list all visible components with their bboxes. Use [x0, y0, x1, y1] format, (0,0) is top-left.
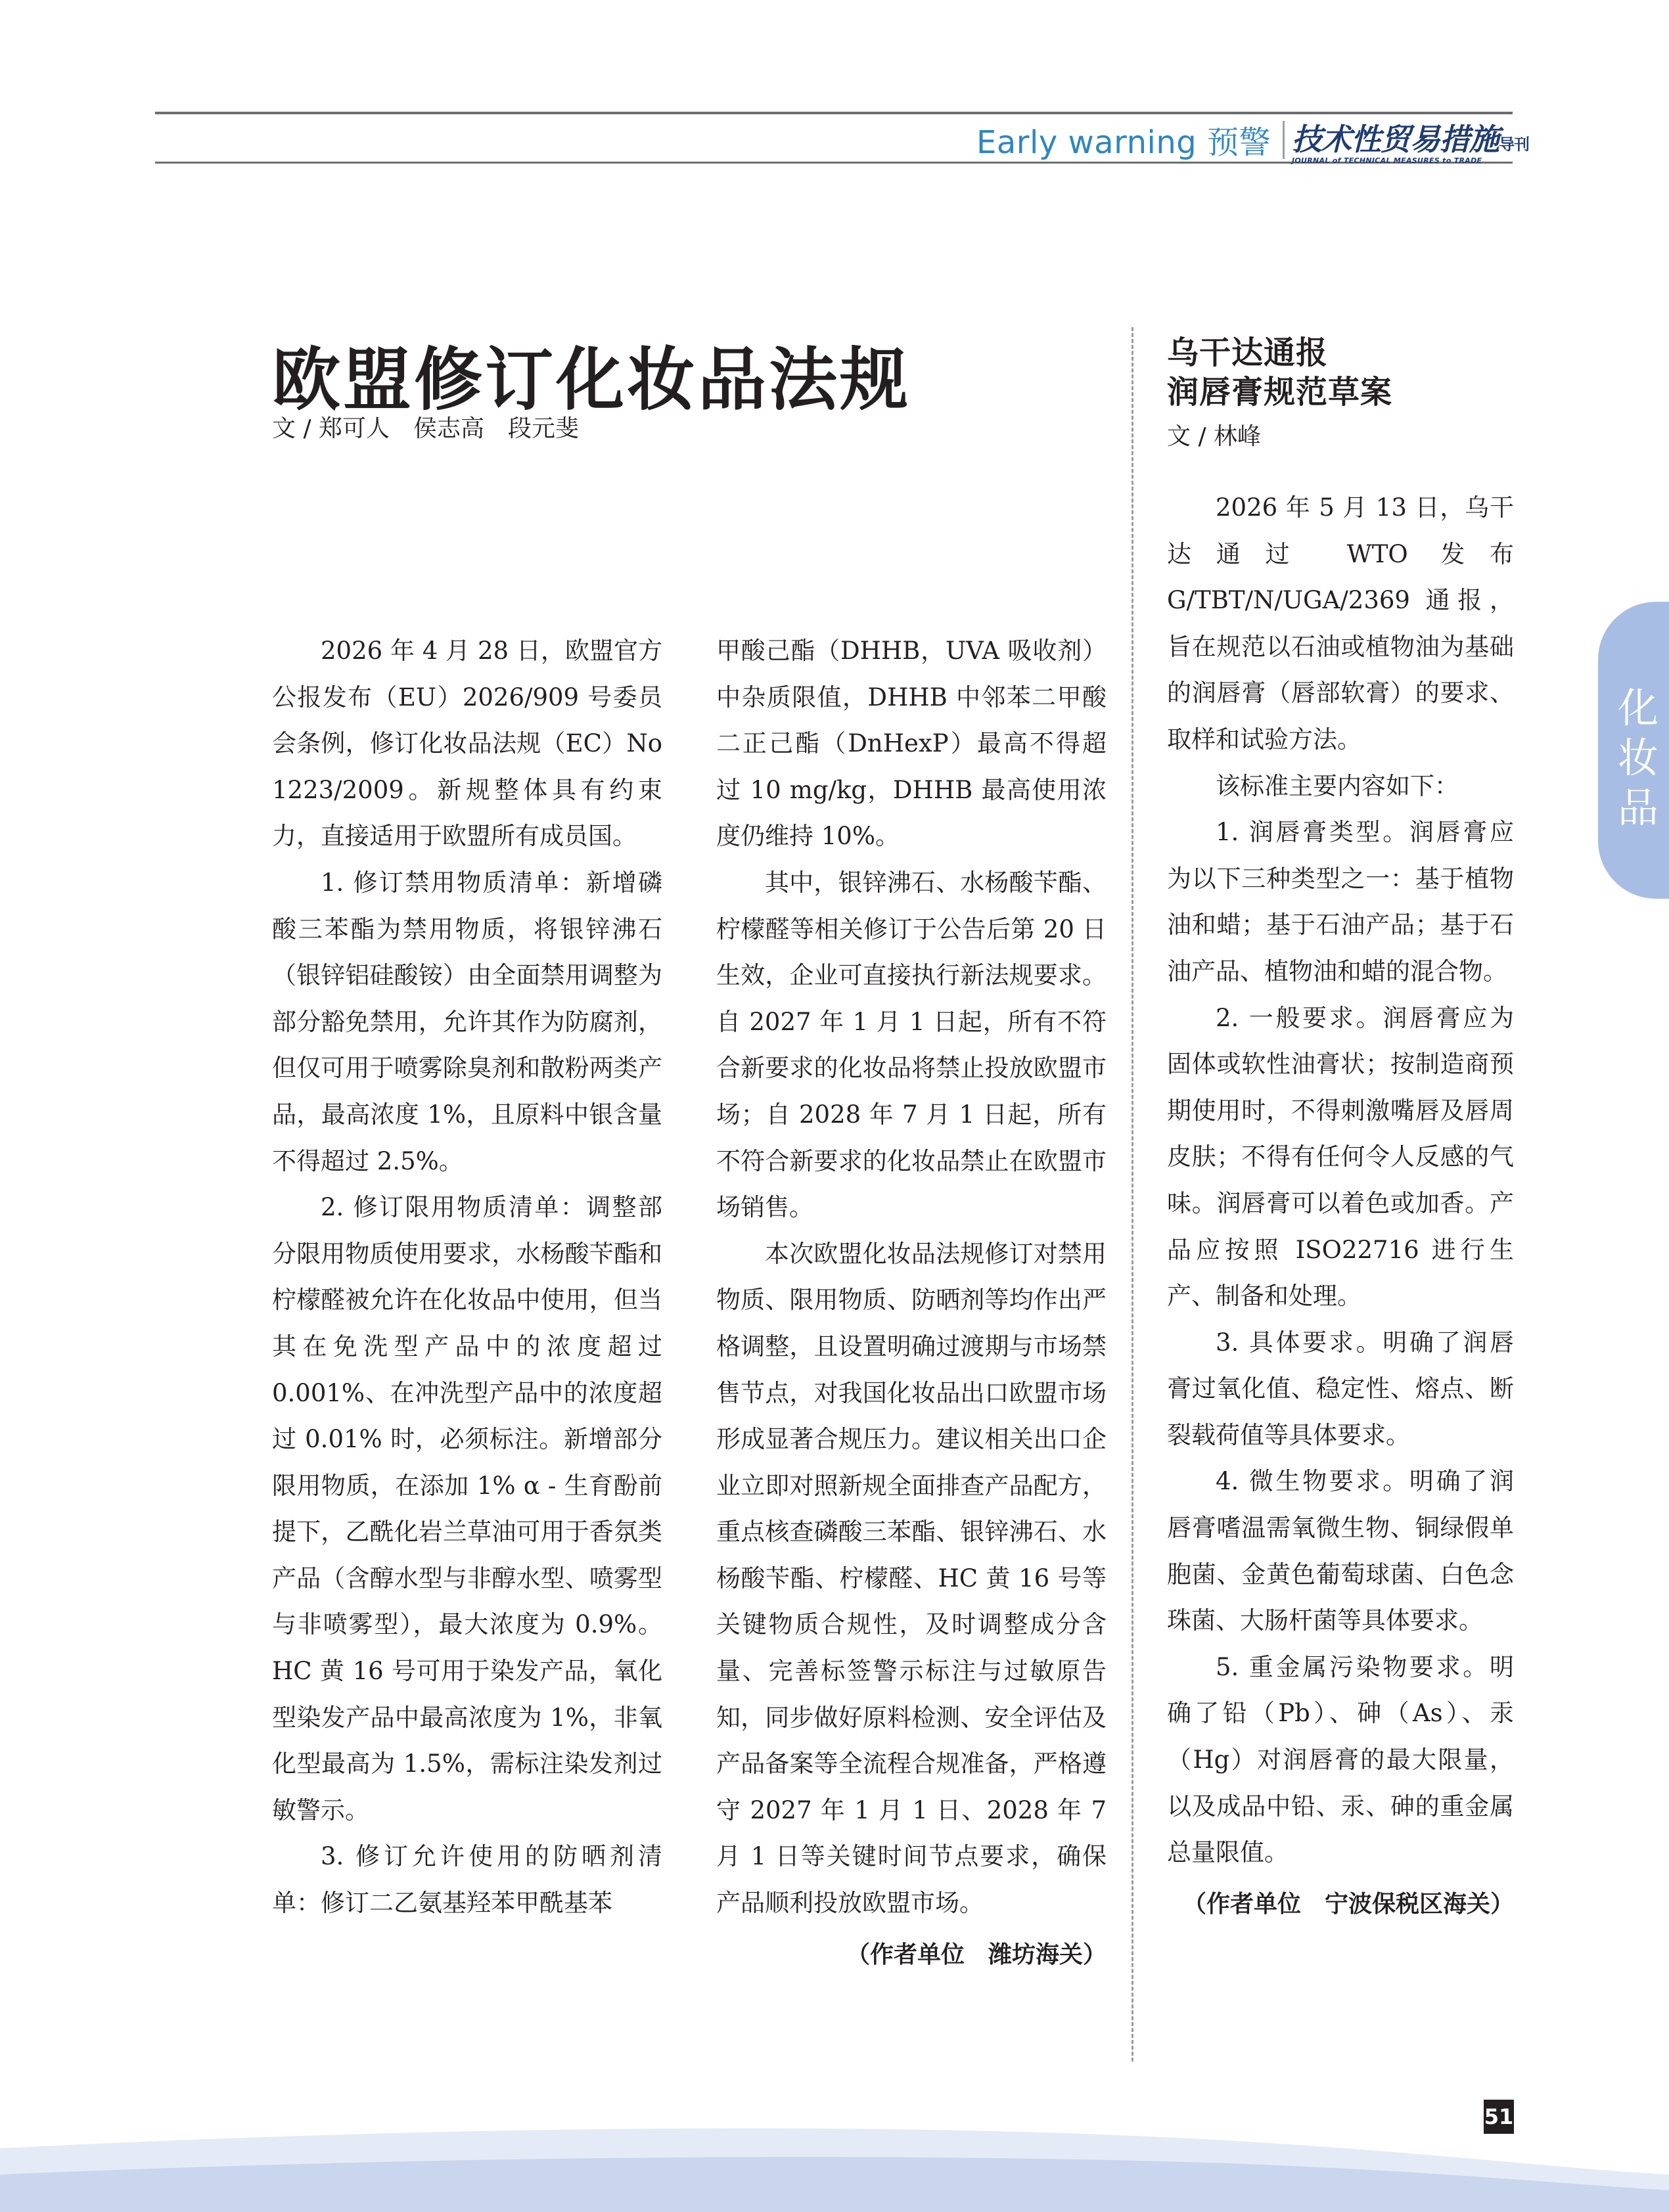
sidebar-article-column: [1167, 485, 1514, 1928]
paragraph: 本次欧盟化妆品法规修订对禁用物质、限用物质、防晒剂等均作出严格调整，且设置明确过渡期与市场禁售节点，对我国化妆品出口欧盟市场形成显著合规压力。建议相关出口企业立即对照新规全面排查产品配方，重点核查磷酸三苯酯、银锌沸石、水杨酸苄酯、柠檬醛、HC 黄 16 号等关键物质合规性，及时调整成分含量、完善标签警示标注与过敏原告知，同步做好原料检测、安全评估及产品备案等全流程合规准备，严格遵守 2027 年 1 月 1 日、2028 年 7 月 1 日等关键时间节点要求，确保产品顺利投放欧盟市场。: [716, 1239, 1107, 1918]
author-unit: （作者单位 潍坊海关）: [846, 1941, 1107, 1968]
paragraph: 3. 具体要求。明确了润唇膏过氧化值、稳定性、熔点、断裂载荷值等具体要求。: [1167, 1328, 1514, 1449]
section-side-tab-label: [1609, 683, 1668, 833]
header-top-rule: [155, 112, 1513, 114]
paragraph: 2. 修订限用物质清单：调整部分限用物质使用要求，水杨酸苄酯和柠檬醛被允许在化妆品中使用，但当其在免洗型产品中的浓度超过 0.001%、在冲洗型产品中的浓度超过 0.01% 时，必须标注。新增部分限用物质，在添加 1% α - 生育酚前提下，乙酰化岩兰草油可用于香氛类产品（含醇水型与非醇水型、喷雾型与非喷雾型），最大浓度为 0.9%。HC 黄 16 号可用于染发产品，氧化型染发产品中最高浓度为 1%，非氧化型最高为 1.5%，需标注染发剂过敏警示。: [272, 1193, 662, 1824]
article-column-1: [272, 628, 662, 1927]
paragraph: 甲酸己酯（DHHB，UVA 吸收剂）中杂质限值，DHHB 中邻苯二甲酸二正己酯（DnHexP）最高不得超过 10 mg/kg，DHHB 最高使用浓度仍维持 10%。: [716, 637, 1107, 851]
paragraph: 5. 重金属污染物要求。明确了铅（Pb）、砷（As）、汞（Hg）对润唇膏的最大限量，以及成品中铅、汞、砷的重金属总量限值。: [1167, 1652, 1514, 1867]
side-tab-char: 化: [1617, 684, 1658, 732]
paragraph: 4. 微生物要求。明确了润唇膏嗜温需氧微生物、铜绿假单胞菌、金黄色葡萄球菌、白色念珠菌、大肠杆菌等具体要求。: [1167, 1467, 1514, 1635]
paragraph: 1. 润唇膏类型。润唇膏应为以下三种类型之一：基于植物油和蜡；基于石油产品；基于石油产品、植物油和蜡的混合物。: [1167, 818, 1514, 985]
journal-suffix: 导刊: [1499, 135, 1529, 154]
journal-name-en: JOURNAL of TECHNICAL MEASURES to TRADE: [1292, 156, 1482, 165]
paragraph: 1. 修订禁用物质清单：新增磷酸三苯酯为禁用物质，将银锌沸石（银锌铝硅酸铵）由全面禁用调整为部分豁免禁用，允许其作为防腐剂，但仅可用于喷雾除臭剂和散粉两类产品，最高浓度 1%，且原料中银含量不得超过 2.5%。: [272, 868, 662, 1175]
sidebar-article-byline: 文 / 林峰: [1167, 423, 1262, 450]
sidebar-author-unit: （作者单位 宁波保税区海关）: [1182, 1890, 1514, 1918]
journal-name-cn: 技术性贸易措施: [1292, 122, 1499, 157]
paragraph: 其中，银锌沸石、水杨酸苄酯、柠檬醛等相关修订于公告后第 20 日生效，企业可直接执行新法规要求。自 2027 年 1 月 1 日起，所有不符合新要求的化妆品将禁止投放欧盟市场；自 2028 年 7 月 1 日起，所有不符合新要求的化妆品禁止在欧盟市场销售。: [716, 868, 1107, 1222]
side-tab-char: 妆: [1617, 734, 1658, 782]
section-label-cn: 预警: [1206, 124, 1271, 161]
section-label-en: Early warning: [976, 124, 1197, 161]
article-title: 欧盟修订化妆品法规: [272, 340, 911, 420]
article-column-2: [716, 628, 1107, 1978]
page-number: 51: [1484, 2100, 1514, 2134]
journal-logo: [1292, 116, 1529, 165]
article-byline: 文 / 郑可人 侯志高 段元斐: [272, 415, 580, 442]
paragraph: 2026 年 4 月 28 日，欧盟官方公报发布（EU）2026/909 号委员会条例，修订化妆品法规（EC）No 1223/2009。新规整体具有约束力，直接适用于欧盟所有成员国。: [272, 637, 662, 851]
paragraph: 该标准主要内容如下：: [1216, 771, 1459, 800]
side-tab-char: 品: [1617, 784, 1658, 832]
paragraph: 2026 年 5 月 13 日，乌干达通过 WTO 发布 G/TBT/N/UGA/2369 通报，旨在规范以石油或植物油为基础的润唇膏（唇部软膏）的要求、取样和试验方法。: [1167, 493, 1514, 754]
column-divider: [1132, 327, 1133, 2062]
section-label: [976, 117, 1271, 162]
header-separator: [1283, 121, 1285, 159]
paragraph: 2. 一般要求。润唇膏应为固体或软性油膏状；按制造商预期使用时，不得刺激嘴唇及唇周皮肤；不得有任何令人反感的气味。润唇膏可以着色或加香。产品应按照 ISO22716 进行生产、制备和处理。: [1167, 1003, 1514, 1311]
sidebar-article-title-line-2: 润唇膏规范草案: [1167, 374, 1393, 411]
paragraph: 3. 修订允许使用的防晒剂清单：修订二乙氨基羟苯甲酰基苯: [272, 1842, 662, 1918]
sidebar-article-title-line-1: 乌干达通报: [1167, 334, 1329, 371]
bottom-wave-decoration: [0, 2122, 1669, 2212]
